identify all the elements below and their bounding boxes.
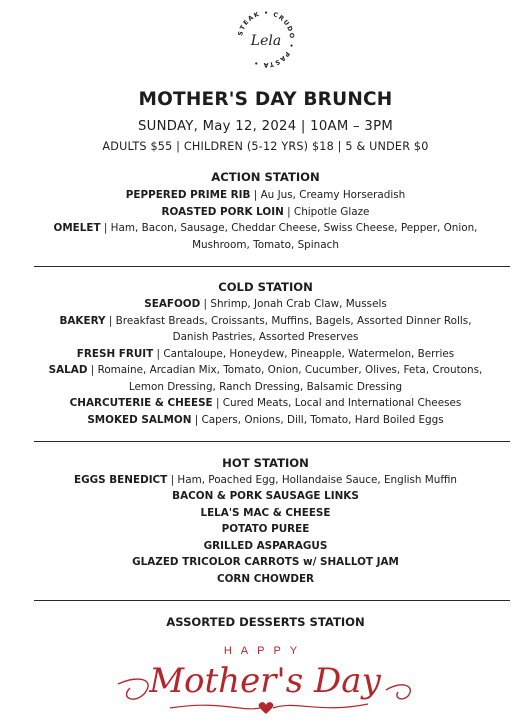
menu-item-bakery [0,315,531,327]
section-divider [34,600,510,601]
menu-item-omelet [0,222,531,234]
menu-item-smoked-salmon [0,414,531,426]
item-desc: | Cured Meats, Local and International Cheeses [212,397,462,409]
underline-flourish-left [170,705,260,709]
logo-ring-text: STEAK • CRUDO • PASTA • [237,9,296,69]
happy-mothers-day-graphic [110,640,420,720]
cold-station-title: COLD STATION [218,280,313,294]
menu-item-omelet-cont: Mushroom, Tomato, Spinach [192,239,339,251]
item-name: SEAFOOD [144,298,201,310]
underline-flourish-right [273,704,368,708]
menu-item-salad-cont: Lemon Dressing, Ranch Dressing, Balsamic Dressing [128,381,403,393]
menu-item-prime-rib [0,189,531,201]
item-desc: | Au Jus, Creamy Horseradish [250,189,406,201]
menu-item-charcuterie [0,397,531,409]
item-desc: | Cantaloupe, Honeydew, Pineapple, Watermelon, Berries [153,348,455,360]
lela-logo [233,6,299,72]
mothers-day-script: Mother's Day [149,661,381,701]
menu-item-potato-puree: POTATO PUREE [221,523,310,535]
item-name: PEPPERED PRIME RIB [125,189,251,201]
item-name: CHARCUTERIE & CHEESE [69,397,213,409]
item-desc: | Breakfast Breads, Croissants, Muffins, Bagels, Assorted Dinner Rolls, [105,315,472,327]
page-title: MOTHER'S DAY BRUNCH [138,89,393,110]
item-name: ROASTED PORK LOIN [161,206,284,218]
action-station-title: ACTION STATION [211,170,320,184]
menu-item-carrots: GLAZED TRICOLOR CARROTS w/ SHALLOT JAM [132,556,399,568]
event-prices: ADULTS $55 | CHILDREN (5-12 YRS) $18 | 5 & UNDER $0 [102,140,429,153]
event-date: SUNDAY, May 12, 2024 | 10AM – 3PM [137,119,394,134]
desserts-station-title: ASSORTED DESSERTS STATION [166,615,365,629]
menu-item-asparagus: GRILLED ASPARAGUS [203,540,328,552]
item-name: OMELET [53,222,101,234]
right-flourish [386,685,410,699]
item-name: FRESH FRUIT [76,348,154,360]
section-divider [34,266,510,267]
happy-text: HAPPY [223,645,307,657]
menu-item-eggs-benedict [0,474,531,486]
item-name: EGGS BENEDICT [74,474,168,486]
item-desc: | Chipotle Glaze [283,206,370,218]
item-name: BAKERY [59,315,106,327]
item-desc: | Capers, Onions, Dill, Tomato, Hard Boiled Eggs [191,414,444,426]
item-desc: | Ham, Bacon, Sausage, Cheddar Cheese, Swiss Cheese, Pepper, Onion, [100,222,478,234]
menu-item-sausage-links: BACON & PORK SAUSAGE LINKS [172,490,359,502]
menu-item-fresh-fruit [0,348,531,360]
item-desc: | Ham, Poached Egg, Hollandaise Sauce, English Muffin [167,474,457,486]
menu-item-bakery-cont: Danish Pastries, Assorted Preserves [172,331,359,343]
logo-name: Lela [250,33,282,49]
item-desc: | Shrimp, Jonah Crab Claw, Mussels [200,298,387,310]
item-name: SMOKED SALMON [87,414,192,426]
heart-icon [259,702,274,714]
hot-station-title: HOT STATION [222,456,309,470]
menu-item-salad [0,364,531,376]
item-desc: | Romaine, Arcadian Mix, Tomato, Onion, Cucumber, Olives, Feta, Croutons, [87,364,483,376]
menu-item-mac-cheese: LELA'S MAC & CHEESE [200,507,331,519]
menu-item-corn-chowder: CORN CHOWDER [216,573,315,585]
section-divider [34,441,510,442]
menu-item-pork-loin [0,206,531,218]
item-name: SALAD [48,364,88,376]
menu-item-seafood [0,298,531,310]
left-flourish [118,679,148,699]
